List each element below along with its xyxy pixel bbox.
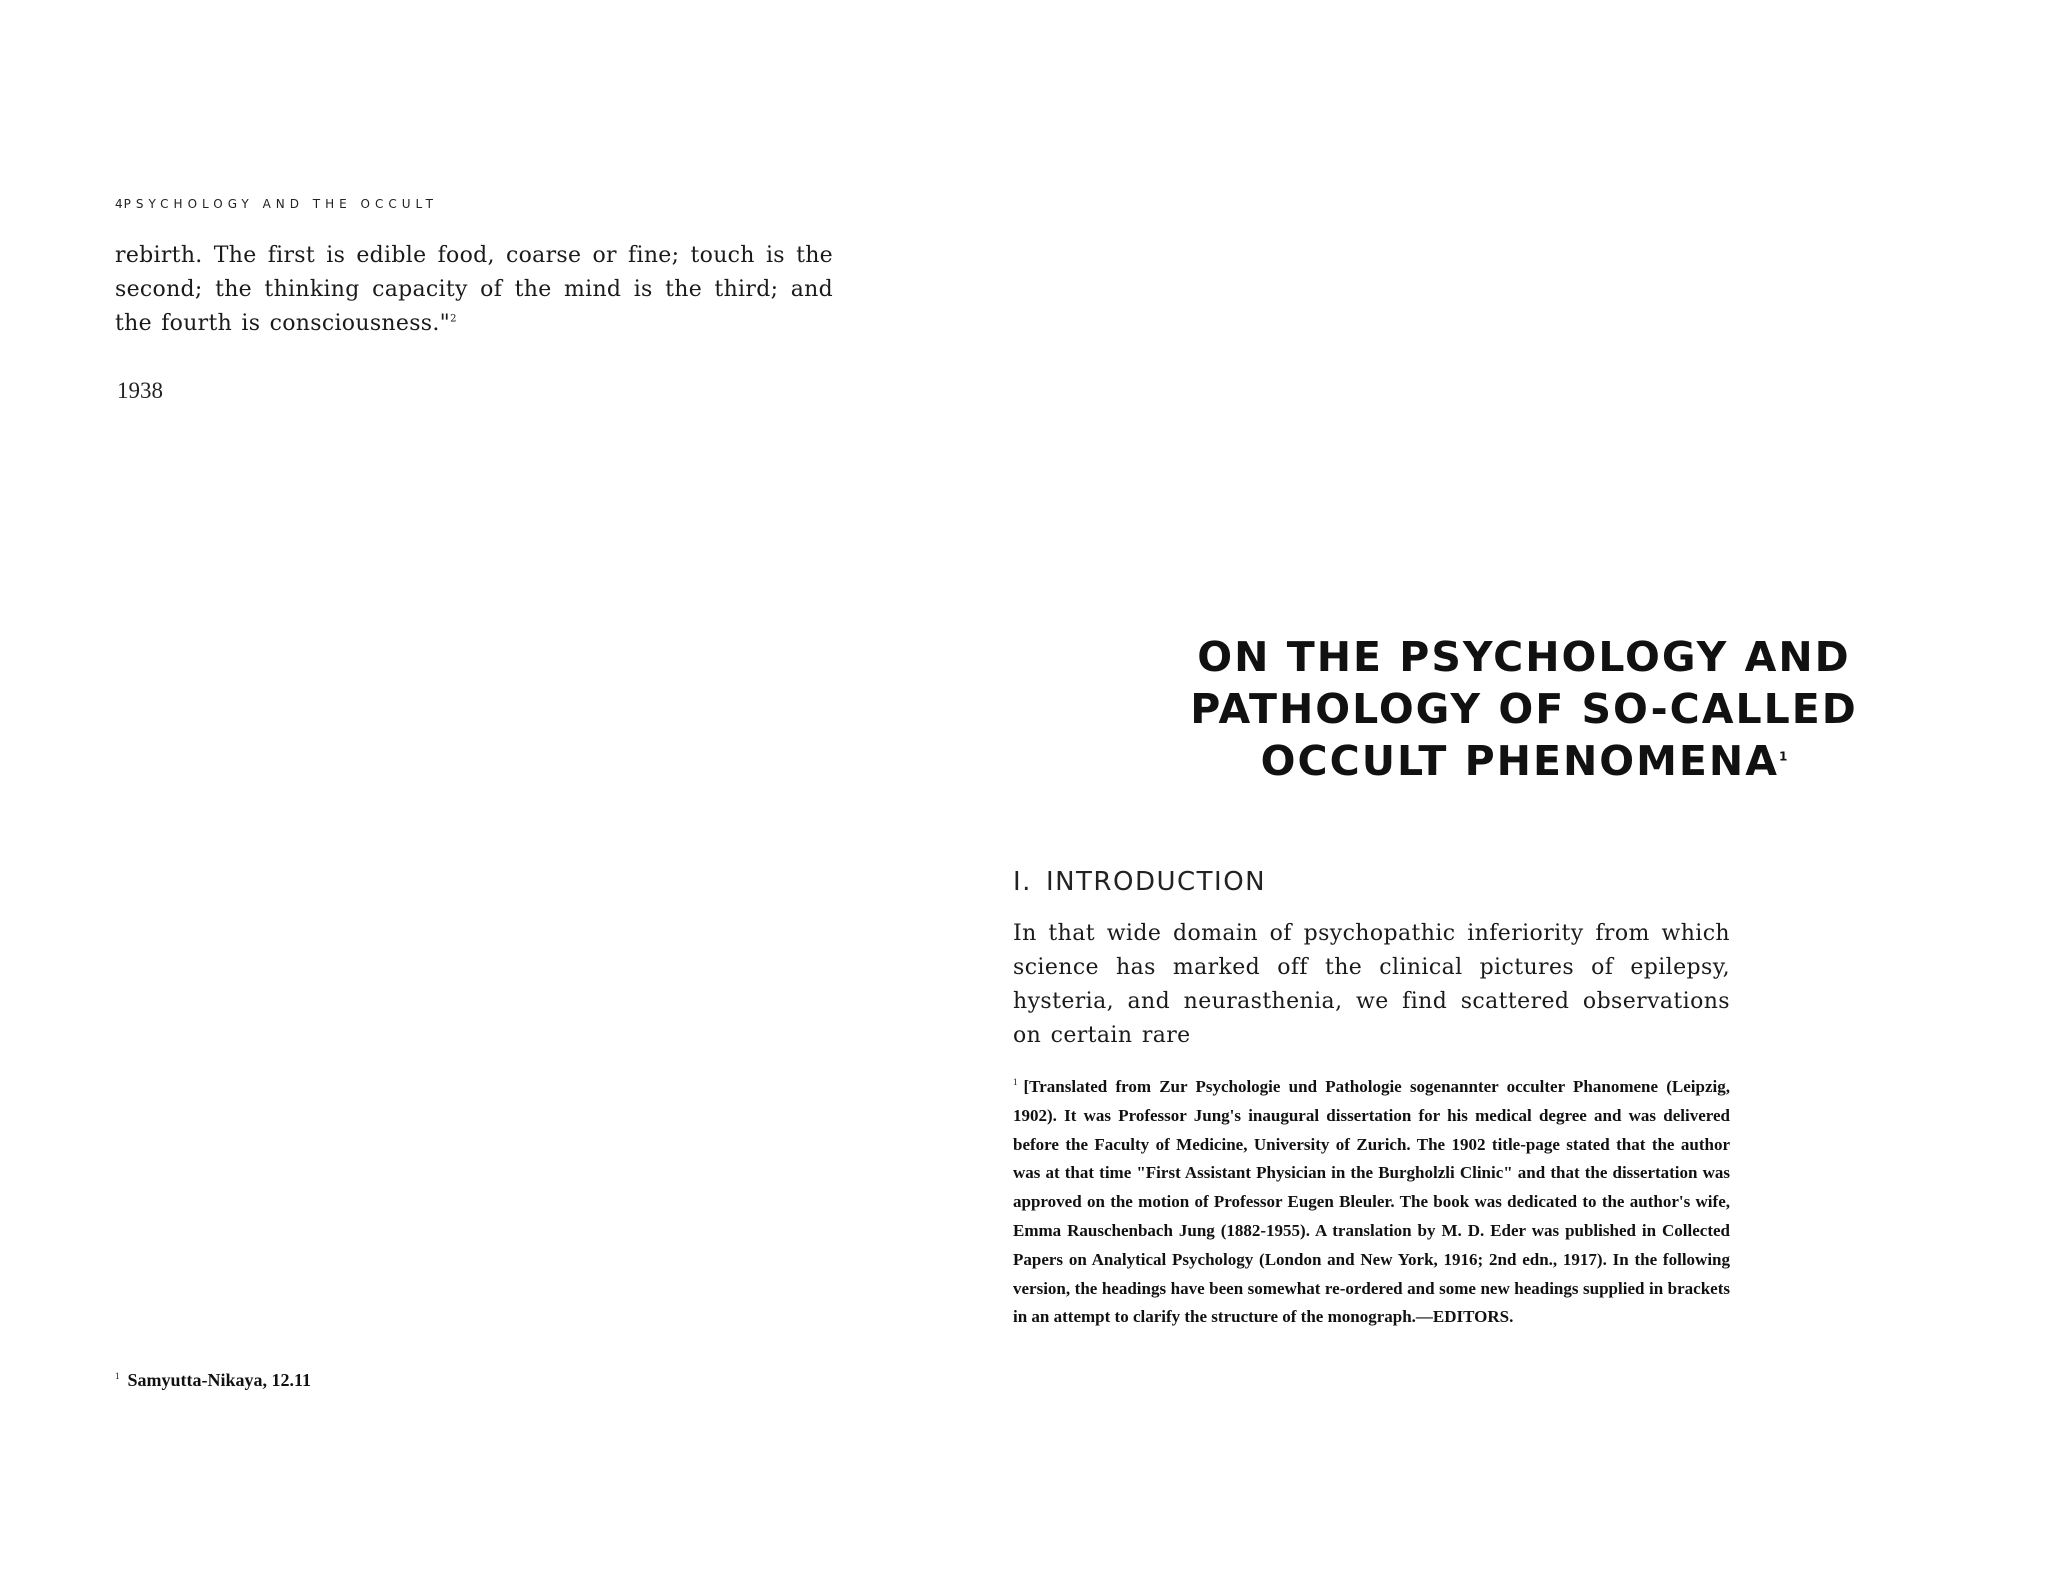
section-title: INTRODUCTION — [1045, 867, 1267, 897]
right-page — [1000, 0, 2048, 1582]
footnote-marker: 1 — [115, 1371, 120, 1381]
footnote-text: [Translated from Zur Psychologie und Pathologie sogenannter occulter Phanomene (Leipzig, 1902). It was Professor Jung's inaugural dissertation for his medical degree and was delivered before the Faculty of Medicine, University of Zurich. The 1902 title-page stated that the author was at that time "First Assistant Physician in the Burgholzli Clinic" and that the dissertation was approved on the motion of Professor Eugen Bleuler. The book was dedicated to the author's wife, Emma Rauschenbach Jung (1882-1955). A translation by M. D. Eder was published in Collected Papers on Analytical Psychology (London and New York, 1916; 2nd edn., 1917). In the following version, the headings have been somewhat re-ordered and some new headings supplied in brackets in an attempt to clarify the structure of the monograph.—EDITORS. — [1013, 1077, 1730, 1327]
right-footnote — [1013, 1073, 1730, 1332]
running-head-title: PSYCHOLOGY AND THE OCCULT — [123, 197, 438, 211]
left-page — [0, 0, 1000, 1582]
running-head — [115, 197, 438, 211]
right-paragraph: In that wide domain of psychopathic inferiority from which science has marked off the clinical pictures of epilepsy, hysteria, and neurasthenia, we find scattered observations on certain rare — [1013, 921, 1730, 1048]
section-heading — [1013, 867, 1266, 897]
footnote-reference: 2 — [450, 313, 457, 325]
chapter-title-line-2: PATHOLOGY OF SO-CALLED — [1190, 685, 1858, 733]
left-paragraph-text: rebirth. The first is edible food, coarse or fine; touch is the second; the thinking capacity of the mind is the third; and the fourth is consciousness." — [115, 243, 833, 336]
chapter-title — [1020, 631, 2028, 787]
chapter-title-footnote-reference: 1 — [1778, 749, 1788, 764]
chapter-title-line-3: OCCULT PHENOMENA — [1260, 737, 1779, 785]
chapter-title-line-3-wrap — [1020, 735, 2028, 787]
chapter-title-line-1: ON THE PSYCHOLOGY AND — [1197, 633, 1851, 681]
page-number: 4 — [115, 197, 123, 211]
footnote-marker: 1 — [1013, 1077, 1018, 1088]
left-paragraph — [115, 239, 833, 341]
section-number: I. — [1013, 867, 1032, 897]
left-footnote — [115, 1370, 311, 1391]
date-line: 1938 — [117, 378, 163, 403]
footnote-text: Samyutta-Nikaya, 12.11 — [127, 1370, 312, 1390]
